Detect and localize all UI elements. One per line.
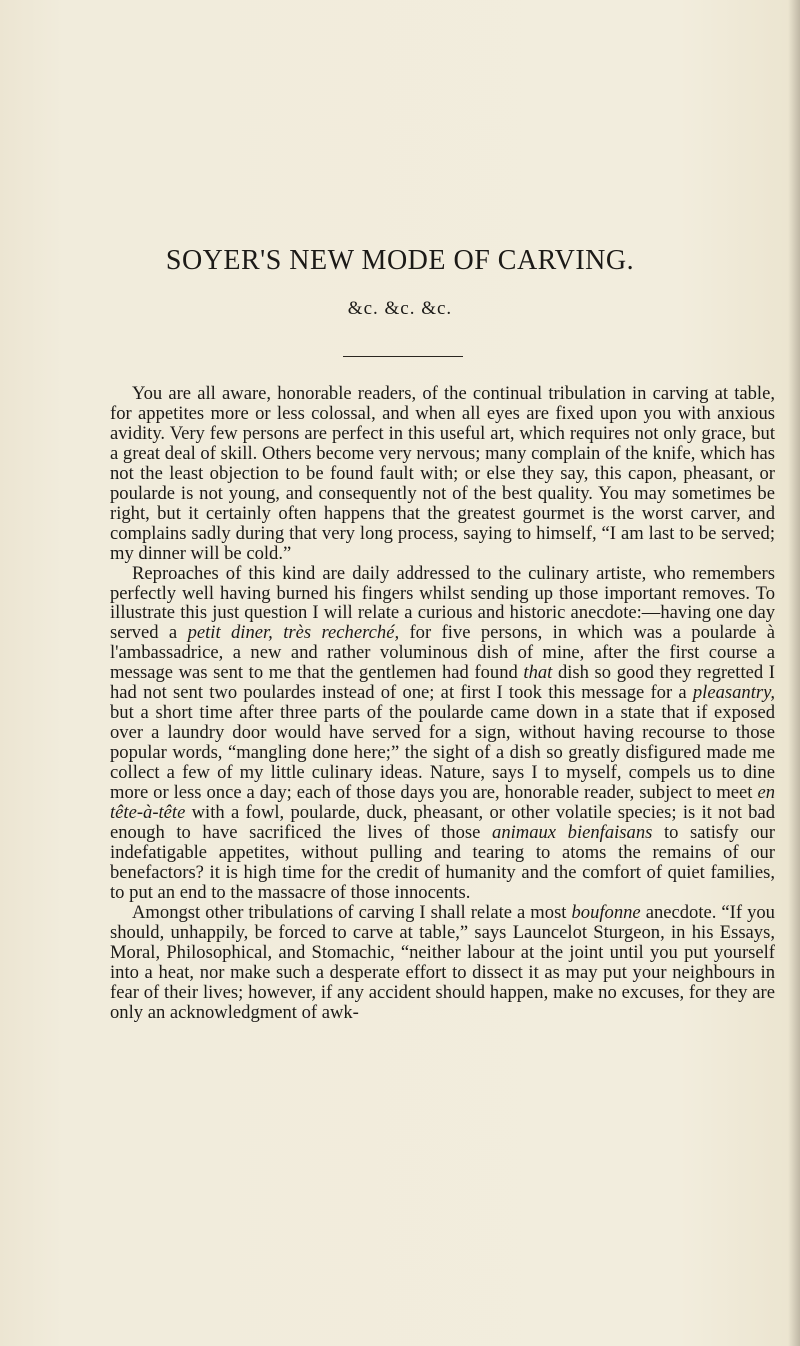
chapter-subtitle: &c. &c. &c. [347,298,453,319]
body-text [110,384,775,1023]
text-run: Reproaches of this kind are daily addressed to the culinary artiste, who remembers perfectly well having burned his fingers whilst sending up those important removes. To illustrate this just question I will relate a curious and historic anecdote:—having one day served a [110,562,775,644]
italic-phrase: en tête-à-tête [110,782,775,824]
text-run: with a fowl, poularde, duck, pheasant, or other volatile species; is it not bad enough to have sacrificed the lives of those [110,802,775,843]
italic-phrase: boufonne [571,901,641,923]
paragraph [110,903,775,1023]
italic-phrase: that [523,662,553,684]
italic-phrase: animaux bienfaisans [492,821,653,843]
text-run: You are all aware, honorable readers, of the continual tribulation in carving at table, for appetites more or less colossal, and when all eyes are fixed upon you with anxious avidity. Very few persons are perfect in this useful art, which requires not only grace, but a great deal of skill. Others become very nervous; many complain of the knife, which has not the least objection to be found fault with; or else they say, this capon, pheasant, or poularde is not young, and consequently not of the best quality. You may sometimes be right, but it certainly often happens that the greatest gourmet is the worst carver, and complains sadly during that very long process, saying to himself, “I am last to be served; my dinner will be cold.” [110,383,775,564]
text-run: dish so good they regretted I had not sent two poulardes instead of one; at first I took this message for a [110,662,775,704]
paragraph [110,384,775,564]
text-run: but a short time after three parts of the poularde came down in a state that if exposed over a laundry door would have served for a sign, without having recourse to those popular words, “mangling done here;” the sight of a dish so greatly disfigured made me collect a few of my little culinary ideas. Nature, says I to myself, compels us to dine more or less once a day; each of those days you are, honorable reader, subject to meet [110,702,775,804]
italic-phrase: petit diner, très recherché, [187,622,400,644]
chapter-title: SOYER'S NEW MODE OF CARVING. [165,245,635,276]
text-run: anecdote. “If you should, unhappily, be forced to carve at table,” says Launcelot Sturgeon, in his Essays, Moral, Philosophical, and Stomachic, “neither labour at the joint until you put yourself into a heat, nor make such a desperate effort to dissect it as may put your neighbours in fear of their lives; however, if any accident should happen, make no excuses, for they are only an acknowledgment of awk- [110,901,775,1023]
paragraph [110,564,775,903]
page-edge-shadow [788,0,800,1346]
text-run: for five persons, in which was a poularde à l'ambassadrice, a new and rather voluminous dish of mine, after the first course a message was sent to me that the gentlemen had found [110,622,775,684]
text-run: Amongst other tribulations of carving I shall relate a most [132,901,572,923]
text-run: to satisfy our indefatigable appetites, without pulling and tearing to atoms the remains of our benefactors? it is high time for the credit of humanity and the comfort of quiet families, to put an end to the massacre of those innocents. [110,821,775,903]
title-divider [343,356,463,357]
italic-phrase: pleasantry, [692,682,775,704]
